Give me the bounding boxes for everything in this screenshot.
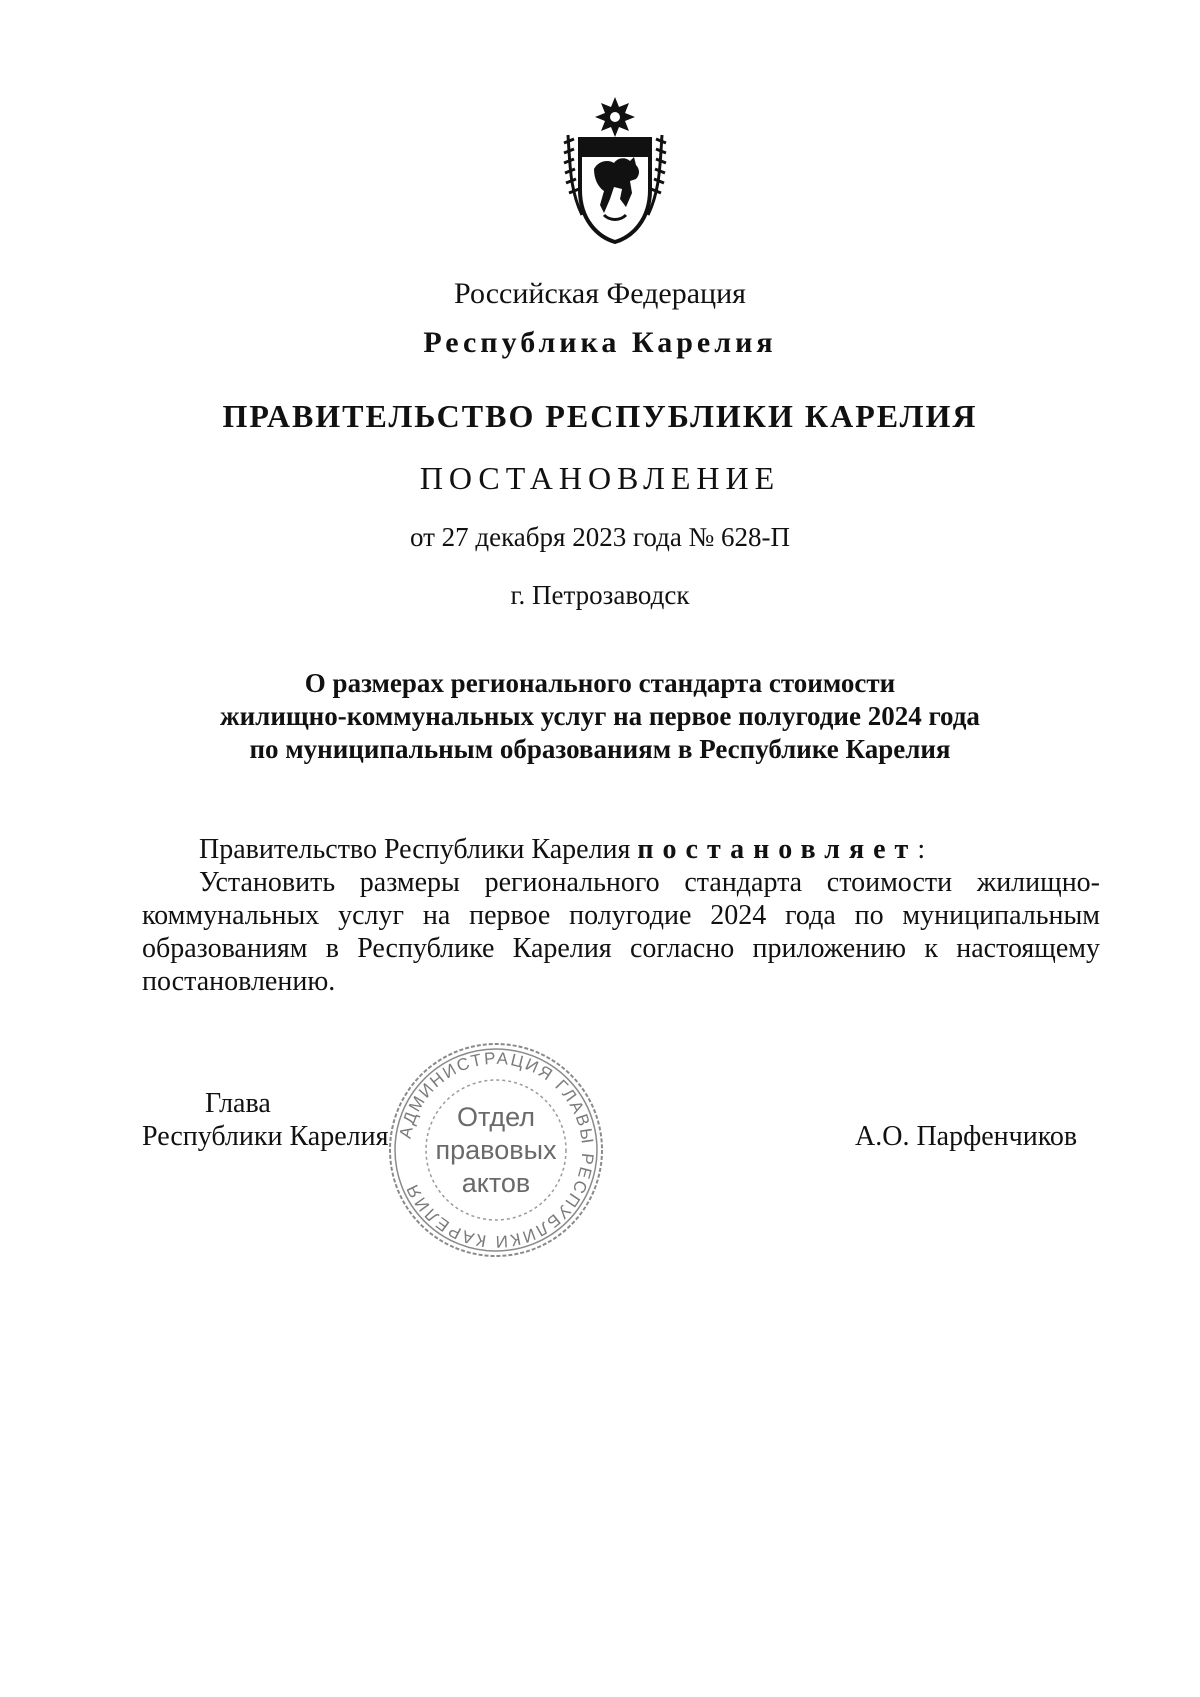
document-type: ПОСТАНОВЛЕНИЕ	[419, 460, 781, 496]
title-line: жилищно-коммунальных услуг на первое полугодие 2024 года	[220, 701, 980, 731]
decision-paragraph: Установить размеры регионального стандарта стоимости жилищно-коммунальных услуг на первое полугодие 2024 года по муниципальным образованиям в Республике Карелия согласно приложению к настоящему постановлению.	[142, 867, 1100, 997]
stamp-ring-text: АДМИНИСТРАЦИЯ ГЛАВЫ РЕСПУБЛИКИ КАРЕЛИЯ	[395, 1048, 598, 1252]
document-date-number: от 27 декабря 2023 года № 628-П	[409, 522, 791, 552]
stamp-center-text	[386, 1040, 606, 1260]
signatory-name: А.О. Парфенчиков	[855, 1121, 1078, 1152]
preamble-verb: постановляет	[637, 834, 918, 865]
official-stamp	[386, 1040, 606, 1260]
karelia-coat-of-arms-icon	[560, 95, 670, 245]
stamp-line: актов	[461, 1167, 531, 1198]
government-name: ПРАВИТЕЛЬСТВО РЕСПУБЛИКИ КАРЕЛИЯ	[222, 398, 978, 434]
stamp-line: правовых	[435, 1134, 557, 1165]
star-icon	[595, 97, 635, 137]
title-line: по муниципальным образованиям в Республике Карелия	[249, 734, 951, 764]
title-line: О размерах регионального стандарта стоимости	[304, 668, 896, 698]
signatory-post-line: Республики Карелия	[142, 1121, 389, 1152]
preamble-colon: :	[917, 834, 926, 865]
preamble-subject: Правительство Республики Карелия	[199, 834, 631, 865]
document-city: г. Петрозаводск	[510, 580, 690, 610]
country-name: Российская Федерация	[454, 277, 746, 310]
document-title	[0, 667, 1200, 766]
republic-name: Республика Карелия	[423, 326, 777, 359]
signatory-post	[142, 1087, 388, 1153]
preamble-paragraph	[142, 833, 1100, 866]
signatory-post-line: Глава	[205, 1088, 271, 1119]
stamp-line: Отдел	[456, 1101, 536, 1132]
